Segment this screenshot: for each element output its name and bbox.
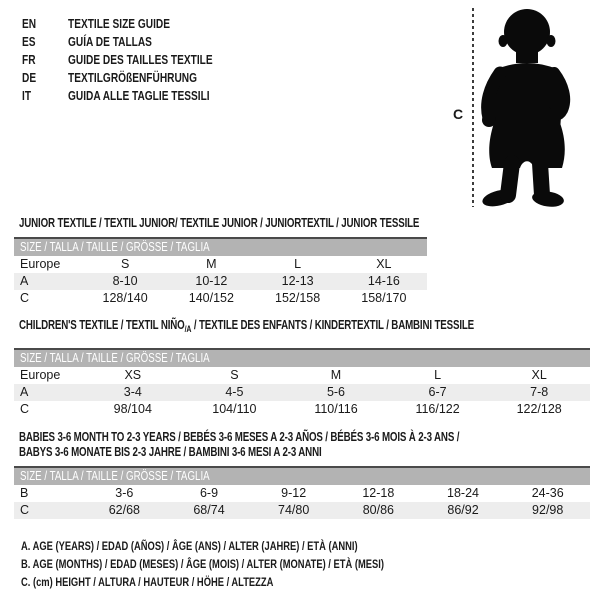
footnote-text: B. AGE (MONTHS) / EDAD (MESES) / ÂGE (MOIS) / ALTER (MONATE) / ETÀ (MESI) bbox=[21, 557, 384, 571]
row-label: Europe bbox=[20, 368, 61, 382]
table-cell: 110/116 bbox=[314, 402, 358, 416]
language-code: EN bbox=[22, 16, 37, 31]
language-code: FR bbox=[22, 52, 36, 67]
footnote-line bbox=[21, 555, 486, 573]
size-header-bar bbox=[14, 350, 590, 367]
table-title-text: BABIES 3-6 MONTH TO 2-3 YEARS / BEBÉS 3-6 MESES A 2-3 AÑOS / BÉBÉS 3-6 MOIS À 2-3 ANS / bbox=[19, 430, 460, 444]
size-header-label: SIZE / TALLA / TAILLE / GRÖSSE / TAGLIA bbox=[20, 240, 210, 254]
table-cell: 74/80 bbox=[278, 503, 310, 517]
language-label: TEXTILE SIZE GUIDE bbox=[68, 16, 170, 31]
table-row bbox=[14, 256, 427, 273]
row-label: C bbox=[20, 291, 30, 305]
height-measure-label: C bbox=[453, 106, 464, 122]
table-cell: 7-8 bbox=[530, 385, 549, 399]
table-cell: 116/122 bbox=[415, 402, 460, 416]
table-cell: 8-10 bbox=[112, 274, 138, 288]
footnote-text: C. (cm) HEIGHT / ALTURA / HAUTEUR / HÖHE / ALTEZZA bbox=[21, 575, 274, 589]
table-row bbox=[14, 384, 590, 401]
table-title-line bbox=[19, 318, 474, 334]
language-row bbox=[22, 87, 253, 105]
table-cell: M bbox=[330, 368, 342, 382]
table-cell: 12-13 bbox=[281, 274, 314, 288]
table-cell: 10-12 bbox=[195, 274, 228, 288]
toddler-silhouette-icon bbox=[481, 7, 573, 207]
table-cell: 68/74 bbox=[193, 503, 225, 517]
language-code: IT bbox=[22, 88, 32, 103]
language-label: GUIDA ALLE TAGLIE TESSILI bbox=[68, 88, 210, 103]
table-cell: 128/140 bbox=[102, 291, 148, 305]
table-cell: 104/110 bbox=[212, 402, 257, 416]
children-textile-section bbox=[14, 318, 590, 418]
table-title bbox=[14, 318, 590, 334]
table-cell: L bbox=[294, 257, 302, 271]
table-cell: XS bbox=[124, 368, 142, 382]
table-cell: 86/92 bbox=[447, 503, 479, 517]
table-cell: 158/170 bbox=[361, 291, 407, 305]
table-cell: S bbox=[120, 257, 130, 271]
babies-textile-section bbox=[14, 430, 590, 519]
table-row bbox=[14, 485, 590, 502]
table-cell: 152/158 bbox=[275, 291, 321, 305]
size-header-label: SIZE / TALLA / TAILLE / GRÖSSE / TAGLIA bbox=[20, 469, 210, 483]
table-cell: 80/86 bbox=[362, 503, 394, 517]
junior-textile-section bbox=[14, 216, 427, 307]
row-label: A bbox=[20, 274, 29, 288]
footnotes bbox=[14, 537, 486, 591]
babies-textile-table bbox=[14, 466, 590, 519]
table-cell: M bbox=[206, 257, 217, 271]
table-cell: 5-6 bbox=[326, 385, 346, 399]
junior-textile-table bbox=[14, 237, 427, 307]
table-cell: 3-6 bbox=[115, 486, 134, 500]
table-cell: 98/104 bbox=[113, 402, 152, 416]
footnote-line bbox=[21, 573, 486, 591]
table-row bbox=[14, 273, 427, 290]
size-header-bar bbox=[14, 468, 590, 485]
language-guide bbox=[22, 15, 253, 105]
row-label: B bbox=[20, 486, 29, 500]
footnote-text: A. AGE (YEARS) / EDAD (AÑOS) / ÂGE (ANS) / ALTER (JAHRE) / ETÀ (ANNI) bbox=[21, 539, 358, 553]
row-label: Europe bbox=[20, 257, 61, 271]
table-cell: 6-7 bbox=[428, 385, 447, 399]
language-label: GUÍA DE TALLAS bbox=[68, 34, 152, 49]
row-label: C bbox=[20, 503, 30, 517]
table-row bbox=[14, 290, 427, 307]
language-code: ES bbox=[22, 34, 36, 49]
children-textile-table bbox=[14, 348, 590, 418]
table-row bbox=[14, 502, 590, 519]
table-title-text: /A bbox=[184, 324, 192, 334]
table-cell: 122/128 bbox=[516, 402, 562, 416]
table-title bbox=[14, 430, 590, 460]
table-cell: L bbox=[434, 368, 442, 382]
table-cell: 62/68 bbox=[108, 503, 140, 517]
language-row bbox=[22, 33, 253, 51]
table-cell: 3-4 bbox=[123, 385, 142, 399]
table-cell: XL bbox=[531, 368, 547, 382]
language-label: GUIDE DES TAILLES TEXTILE bbox=[68, 52, 213, 67]
table-row bbox=[14, 401, 590, 418]
table-title-line bbox=[19, 445, 322, 460]
language-row bbox=[22, 69, 253, 87]
size-header-label: SIZE / TALLA / TAILLE / GRÖSSE / TAGLIA bbox=[20, 351, 210, 365]
table-cell: 12-18 bbox=[362, 486, 395, 500]
row-label: A bbox=[20, 385, 29, 399]
table-cell: 4-5 bbox=[225, 385, 244, 399]
table-cell: XL bbox=[376, 257, 392, 271]
height-measure-line bbox=[472, 8, 474, 207]
table-cell: 9-12 bbox=[281, 486, 307, 500]
table-cell: 92/98 bbox=[532, 503, 564, 517]
row-label: C bbox=[20, 402, 30, 416]
table-title-text: JUNIOR TEXTILE / TEXTIL JUNIOR/ TEXTILE JUNIOR / JUNIORTEXTIL / JUNIOR TESSILE bbox=[19, 216, 420, 230]
table-title-text: / TEXTILE DES ENFANTS / KINDERTEXTIL / BAMBINI TESSILE bbox=[191, 318, 475, 332]
language-label: TEXTILGRÖßENFÜHRUNG bbox=[68, 70, 198, 85]
table-title-line bbox=[19, 216, 419, 231]
table-title-text: CHILDREN'S TEXTILE / TEXTIL NIÑO bbox=[19, 318, 185, 332]
table-cell: 6-9 bbox=[199, 486, 219, 500]
language-row bbox=[22, 15, 253, 33]
table-cell: 140/152 bbox=[188, 291, 234, 305]
table-cell: 24-36 bbox=[531, 486, 564, 500]
table-title-line bbox=[19, 430, 459, 445]
size-header-bar bbox=[14, 239, 427, 256]
table-cell: 14-16 bbox=[367, 274, 400, 288]
footnote-line bbox=[21, 537, 486, 555]
language-code: DE bbox=[22, 70, 37, 85]
table-title bbox=[14, 216, 427, 231]
language-row bbox=[22, 51, 253, 69]
table-title-text: BABYS 3-6 MONATE BIS 2-3 JAHRE / BAMBINI 3-6 MESI A 2-3 ANNI bbox=[19, 445, 322, 459]
table-cell: S bbox=[230, 368, 239, 382]
table-cell: 18-24 bbox=[447, 486, 480, 500]
table-row bbox=[14, 367, 590, 384]
